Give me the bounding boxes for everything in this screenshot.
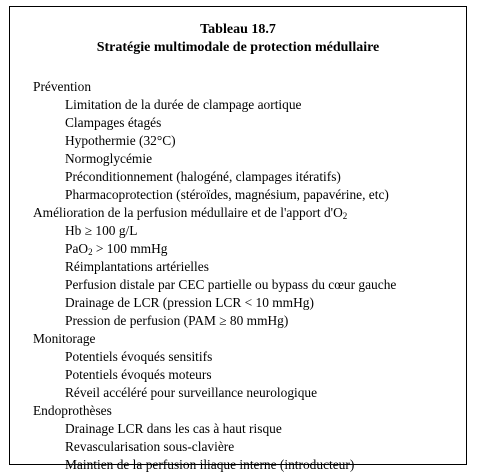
list-item: Perfusion distale par CEC partielle ou bypass du cœur gauche <box>65 277 397 292</box>
item-text: > 100 mmHg <box>92 241 168 256</box>
item-text: PaO <box>65 241 89 256</box>
subscript: 2 <box>88 247 93 257</box>
list-item: Drainage LCR dans les cas à haut risque <box>65 421 282 436</box>
list-item: Pression de perfusion (PAM ≥ 80 mmHg) <box>65 313 289 328</box>
section-label-text: Amélioration de la perfusion médullaire et de l'apport d'O <box>33 205 343 220</box>
list-item: Maintien de la perfusion iliaque interne (introducteur) <box>65 457 355 472</box>
list-item: Limitation de la durée de clampage aortique <box>65 97 302 112</box>
list-item: Préconditionnement (halogéné, clampages itératifs) <box>65 169 341 184</box>
list-item: Hypothermie (32°C) <box>65 133 176 148</box>
list-item: Normoglycémie <box>65 151 153 166</box>
table-header <box>10 21 466 57</box>
strategy-list <box>33 78 460 474</box>
section-label-endoprostheses: Endoprothèses <box>33 403 112 418</box>
list-item: Potentiels évoqués sensitifs <box>65 349 213 364</box>
table-title: Stratégie multimodale de protection médullaire <box>96 40 380 55</box>
table-box <box>9 6 467 472</box>
list-item: Hb ≥ 100 g/L <box>65 223 138 238</box>
table-number: Tableau 18.7 <box>200 22 276 37</box>
list-item <box>33 240 460 258</box>
list-item: Réveil accéléré pour surveillance neurologique <box>65 385 318 400</box>
list-item: Revascularisation sous-clavière <box>65 439 235 454</box>
list-item: Pharmacoprotection (stéroïdes, magnésium, papavérine, etc) <box>65 187 389 202</box>
list-item: Drainage de LCR (pression LCR < 10 mmHg) <box>65 295 314 310</box>
section-label-perfusion <box>33 204 460 222</box>
section-label-prevention: Prévention <box>33 79 92 94</box>
list-item: Potentiels évoqués moteurs <box>65 367 212 382</box>
list-item: Réimplantations artérielles <box>65 259 209 274</box>
subscript: 2 <box>342 211 348 221</box>
list-item: Clampages étagés <box>65 115 162 130</box>
section-label-monitorage: Monitorage <box>33 331 96 346</box>
